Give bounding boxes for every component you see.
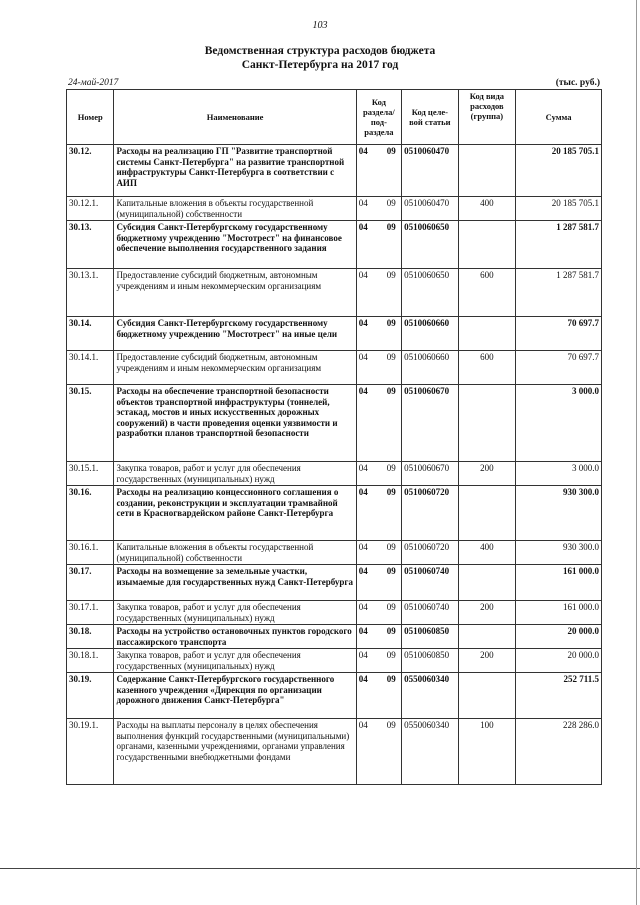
row-subsection: 09 [386,650,396,660]
row-section-code [356,565,401,601]
page-right-edge [636,0,637,905]
document-title [0,44,640,72]
row-sum: 161 000.0 [516,565,602,601]
row-sum: 1 287 581.7 [516,221,602,269]
row-section: 04 [358,674,368,684]
budget-table [66,89,602,785]
row-target-code: 0510060740 [402,565,459,601]
row-name: Предоставление субсидий бюджетным, автономным учреждениям и иным некоммерческим организациям [114,351,356,385]
table-row [67,601,602,625]
row-target-code: 0510060670 [402,385,459,462]
row-section-code [356,221,401,269]
row-section: 04 [358,146,368,156]
row-section-code [356,625,401,649]
header-sum: Сумма [516,90,602,145]
table-row [67,385,602,462]
row-number: 30.18. [67,625,114,649]
table-row [67,197,602,221]
document-date: 24-май-2017 [68,78,119,88]
row-section-code [356,541,401,565]
row-sum: 252 711.5 [516,673,602,719]
row-number: 30.17. [67,565,114,601]
row-section: 04 [358,386,368,396]
row-sum: 3 000.0 [516,385,602,462]
row-expense-type: 200 [458,601,516,625]
row-target-code: 0550060340 [402,673,459,719]
row-section-code [356,486,401,541]
row-sum: 1 287 581.7 [516,269,602,317]
row-target-code: 0510060720 [402,541,459,565]
row-expense-type [458,145,516,197]
header-target-code: Код целе- вой статьи [402,90,459,145]
row-section: 04 [358,542,368,552]
row-target-code: 0510060650 [402,221,459,269]
row-section-code [356,317,401,351]
row-target-code: 0510060670 [402,462,459,486]
row-sum: 20 185 705.1 [516,197,602,221]
row-expense-type: 100 [458,719,516,785]
row-subsection: 09 [386,487,396,497]
row-subsection: 09 [386,318,396,328]
header-number: Номер [67,90,114,145]
row-name: Расходы на выплаты персоналу в целях обеспечения выполнения функций государственными (муниципальными) органами, казенными учреждениями, органами управления государственными внебюджетными фондами [114,719,356,785]
row-name: Расходы на возмещение за земельные участки, изымаемые для государственных нужд Санкт-Петербурга [114,565,356,601]
page-number: 103 [312,20,328,31]
row-section: 04 [358,626,368,636]
row-name: Субсидия Санкт-Петербургскому государственному бюджетному учреждению "Мостотрест" на финансовое обеспечение выполнения государственного задания [114,221,356,269]
row-section-code [356,673,401,719]
row-section: 04 [358,650,368,660]
row-expense-type [458,486,516,541]
table-row [67,486,602,541]
row-target-code: 0510060470 [402,145,459,197]
row-subsection: 09 [386,463,396,473]
row-number: 30.15. [67,385,114,462]
row-target-code: 0510060660 [402,351,459,385]
table-row [67,221,602,269]
row-sum: 930 300.0 [516,541,602,565]
table-row [67,317,602,351]
row-section: 04 [358,463,368,473]
row-name: Расходы на реализацию ГП "Развитие транспортной системы Санкт-Петербурга" на развитие транспортной инфраструктуры Санкт-Петербурга в соответствии с АИП [114,145,356,197]
row-subsection: 09 [386,222,396,232]
row-expense-type: 200 [458,649,516,673]
row-name: Закупка товаров, работ и услуг для обеспечения государственных (муниципальных) нужд [114,649,356,673]
row-subsection: 09 [386,386,396,396]
row-expense-type [458,625,516,649]
row-subsection: 09 [386,352,396,362]
row-section-code [356,351,401,385]
row-number: 30.18.1. [67,649,114,673]
unit-label: (тыс. руб.) [555,78,600,88]
row-subsection: 09 [386,674,396,684]
row-number: 30.12. [67,145,114,197]
page-bottom-edge [0,868,640,869]
row-name: Предоставление субсидий бюджетным, автономным учреждениям и иным некоммерческим организациям [114,269,356,317]
row-name: Капитальные вложения в объекты государственной (муниципальной) собственности [114,197,356,221]
row-section-code [356,269,401,317]
table-row [67,565,602,601]
table-row [67,145,602,197]
row-sum: 70 697.7 [516,317,602,351]
row-expense-type: 600 [458,351,516,385]
row-section-code [356,601,401,625]
row-number: 30.12.1. [67,197,114,221]
row-section: 04 [358,487,368,497]
row-name: Закупка товаров, работ и услуг для обеспечения государственных (муниципальных) нужд [114,601,356,625]
row-section: 04 [358,198,368,208]
row-target-code: 0550060340 [402,719,459,785]
row-name: Субсидия Санкт-Петербургскому государственному бюджетному учреждению "Мостотрест" на иные цели [114,317,356,351]
row-subsection: 09 [386,270,396,280]
row-target-code: 0510060850 [402,625,459,649]
row-name: Закупка товаров, работ и услуг для обеспечения государственных (муниципальных) нужд [114,462,356,486]
row-section: 04 [358,352,368,362]
header-section-code: Код раздела/ под- раздела [356,90,401,145]
row-number: 30.19. [67,673,114,719]
row-subsection: 09 [386,720,396,730]
table-row [67,719,602,785]
row-expense-type: 200 [458,462,516,486]
row-sum: 228 286.0 [516,719,602,785]
table-header-row [67,90,602,145]
row-section: 04 [358,270,368,280]
row-number: 30.13.1. [67,269,114,317]
table-row [67,649,602,673]
row-sum: 20 185 705.1 [516,145,602,197]
row-expense-type [458,317,516,351]
table-row [67,269,602,317]
row-number: 30.16.1. [67,541,114,565]
row-section-code [356,385,401,462]
row-section: 04 [358,222,368,232]
table-row [67,541,602,565]
row-section: 04 [358,318,368,328]
row-expense-type [458,221,516,269]
row-sum: 930 300.0 [516,486,602,541]
row-expense-type [458,673,516,719]
row-target-code: 0510060740 [402,601,459,625]
row-subsection: 09 [386,602,396,612]
row-target-code: 0510060660 [402,317,459,351]
table-row [67,673,602,719]
row-expense-type [458,565,516,601]
row-sum: 20 000.0 [516,649,602,673]
row-section-code [356,649,401,673]
title-line-2: Санкт-Петербурга на 2017 год [241,59,399,71]
row-sum: 20 000.0 [516,625,602,649]
row-section: 04 [358,720,368,730]
table-row [67,625,602,649]
row-number: 30.16. [67,486,114,541]
row-section-code [356,197,401,221]
row-section: 04 [358,566,368,576]
row-subsection: 09 [386,566,396,576]
header-name: Наименование [114,90,356,145]
table-row [67,351,602,385]
row-subsection: 09 [386,626,396,636]
row-section-code [356,462,401,486]
row-sum: 161 000.0 [516,601,602,625]
row-expense-type: 400 [458,197,516,221]
row-target-code: 0510060470 [402,197,459,221]
row-subsection: 09 [386,542,396,552]
row-target-code: 0510060850 [402,649,459,673]
table-row [67,462,602,486]
row-section-code [356,145,401,197]
row-sum: 70 697.7 [516,351,602,385]
row-expense-type: 400 [458,541,516,565]
title-line-1: Ведомственная структура расходов бюджета [204,45,436,57]
header-expense-type-code: Код вида расходов (группа) [458,90,516,145]
row-number: 30.15.1. [67,462,114,486]
row-name: Капитальные вложения в объекты государственной (муниципальной) собственности [114,541,356,565]
row-section: 04 [358,602,368,612]
row-target-code: 0510060720 [402,486,459,541]
row-subsection: 09 [386,146,396,156]
row-name: Расходы на устройство остановочных пунктов городского пассажирского транспорта [114,625,356,649]
row-expense-type: 600 [458,269,516,317]
row-target-code: 0510060650 [402,269,459,317]
row-name: Расходы на обеспечение транспортной безопасности объектов транспортной инфраструктуры (тоннелей, эстакад, мостов и иных искусственных дорожных сооружений) в части проведения оценки уязвимости и разработки планов транспортной безопасности [114,385,356,462]
row-number: 30.13. [67,221,114,269]
row-section-code [356,719,401,785]
row-sum: 3 000.0 [516,462,602,486]
row-name: Содержание Санкт-Петербургского государственного казенного учреждения «Дирекция по организации дорожного движения Санкт-Петербурга" [114,673,356,719]
row-number: 30.17.1. [67,601,114,625]
row-number: 30.14.1. [67,351,114,385]
row-name: Расходы на реализацию концессионного соглашения о создании, реконструкции и эксплуатации трамвайной сети в Красногвардейском районе Санкт-Петербурга [114,486,356,541]
row-number: 30.19.1. [67,719,114,785]
row-expense-type [458,385,516,462]
row-subsection: 09 [386,198,396,208]
row-number: 30.14. [67,317,114,351]
